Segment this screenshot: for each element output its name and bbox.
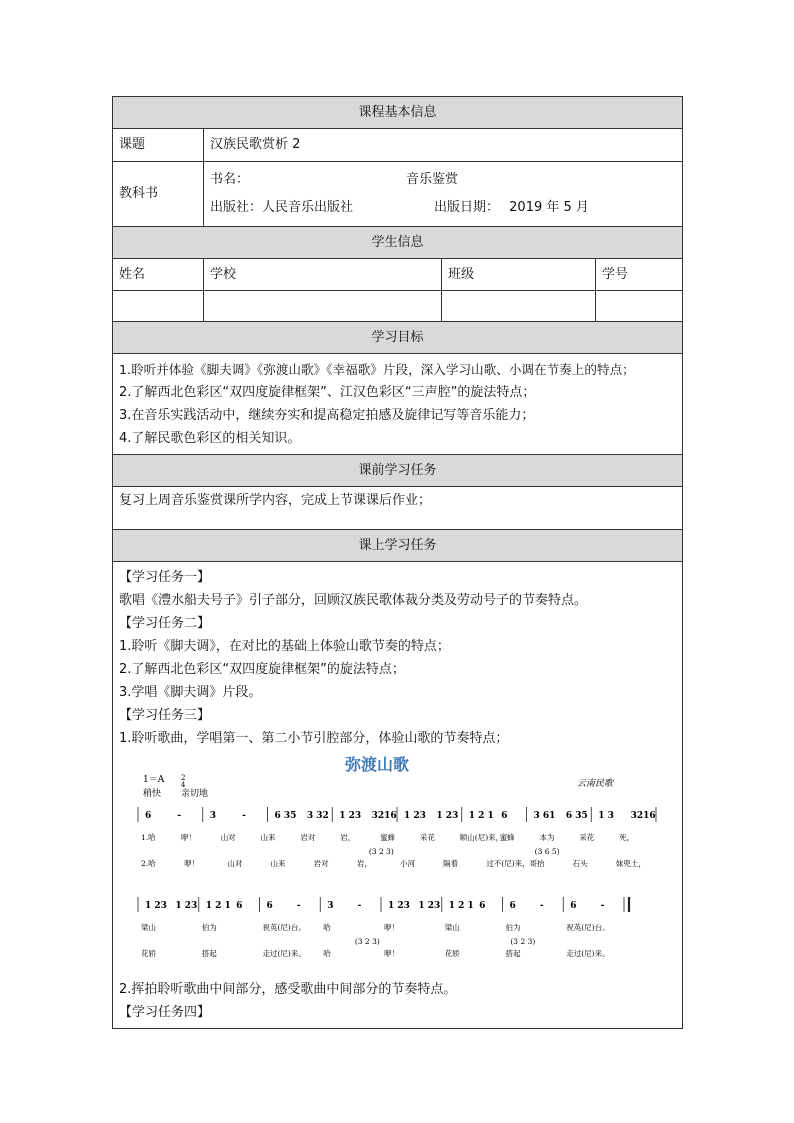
score-note: 6: [479, 901, 486, 911]
lyric-2: 山对: [227, 859, 243, 868]
lyric-2: 2.哈: [141, 859, 156, 868]
task-line: 2.挥拍聆听歌曲中间部分，感受歌曲中间部分的节奏特点。: [119, 982, 457, 997]
name-field[interactable]: [113, 291, 204, 322]
score-note: -: [242, 811, 246, 821]
textbook-label: 教科书: [113, 162, 204, 227]
score-note: 3 32: [306, 811, 329, 821]
class-field[interactable]: [442, 291, 596, 322]
lyric-2: 石头: [572, 859, 588, 868]
alt-notes: (3 2 3): [368, 847, 394, 856]
meter-bottom: 4: [181, 781, 186, 789]
school-label: 学校: [204, 259, 442, 291]
score-note: 1 23: [404, 811, 426, 821]
score-note: 6: [145, 811, 152, 821]
lyric-2: 山来: [270, 859, 286, 868]
score-note: 1 3: [598, 811, 614, 821]
lyric-2: 哈: [323, 949, 331, 958]
lyric-2: 走过(尼)来。: [566, 949, 610, 958]
music-score: [119, 750, 676, 978]
lyric-2: 搭起: [201, 949, 217, 958]
score-note: 1 2 1: [205, 901, 231, 911]
lyric-2: 隔着: [443, 859, 459, 868]
pre-class-task: 复习上周音乐鉴赏课所学内容，完成上节课课后作业；: [113, 487, 683, 530]
lyric-1: 伯为: [505, 923, 521, 932]
score-note: 1 2 1: [468, 811, 494, 821]
book-name-value: 音乐鉴赏: [406, 172, 459, 187]
score-note: 1 23: [418, 901, 441, 911]
class-label: 班级: [442, 259, 596, 291]
score-note: 6: [509, 901, 516, 911]
objectives-list: [113, 354, 683, 455]
objective-item: 3.在音乐实践活动中，继续夯实和提高稳定拍感及旋律记写等音乐能力；: [119, 408, 535, 423]
publisher: 出版社：人民音乐出版社: [210, 200, 354, 215]
lyric-1: 岩对: [300, 833, 316, 842]
lyric-1: 蜜蜂: [499, 833, 515, 842]
lyric-1: 岩，: [340, 833, 356, 842]
pre-class-header: 课前学习任务: [113, 455, 683, 487]
task-line: 1.聆听歌曲，学唱第一、第二小节引腔部分，体验山歌的节奏特点；: [119, 731, 509, 746]
student-info-header: 学生信息: [113, 227, 683, 259]
lyric-2: 搭起: [505, 949, 521, 958]
score-note: 3216: [371, 811, 397, 821]
lesson-plan-table: [112, 96, 683, 1029]
lyric-1: 蜜蜂: [380, 833, 396, 842]
score-key: 1＝A: [143, 775, 165, 785]
score-note: 1 23: [339, 811, 362, 821]
alt-notes: (3 2 3): [354, 937, 380, 946]
objective-item: 2.了解西北色彩区“双四度旋律框架”、江汉色彩区“三声腔”的旋法特点；: [119, 385, 536, 400]
topic-value: 汉族民歌赏析 2: [204, 129, 683, 162]
score-expression: 亲切地: [181, 789, 209, 799]
score-note: -: [357, 901, 362, 911]
in-class-header: 课上学习任务: [113, 530, 683, 562]
lyric-2: 花轿: [444, 949, 460, 958]
lyric-1: 梁山: [141, 923, 156, 932]
score-note: 3 61: [533, 811, 556, 821]
alt-notes: (3 6 5): [534, 847, 560, 856]
in-class-tasks: [113, 562, 683, 1029]
student-id-label: 学号: [596, 259, 683, 291]
lyric-1: 祝英(尼)台。: [566, 923, 610, 932]
score-note: 6 35: [274, 811, 297, 821]
lyric-1: 采花: [579, 833, 595, 842]
score-note: -: [539, 901, 544, 911]
lyric-1: 本为: [539, 833, 555, 842]
score-tempo: 稍快: [143, 789, 162, 799]
score-note: 1 2 1: [448, 901, 474, 911]
lyric-1: 咿！: [384, 923, 399, 932]
score-note: 3: [209, 811, 217, 821]
score-origin: 云南民歌: [577, 779, 614, 789]
task-heading: 【学习任务二】: [119, 616, 211, 631]
lyric-1: 哈: [323, 923, 331, 932]
lyric-2: 花轿: [141, 949, 156, 958]
lyric-1: 伯为: [201, 923, 217, 932]
lyric-1: 梁山: [444, 923, 460, 932]
score-note: 6: [501, 811, 508, 821]
task-line: 3.学唱《脚夫调》片段。: [119, 685, 262, 700]
course-info-header: 课程基本信息: [113, 97, 683, 129]
lyric-2: 咿！: [384, 949, 399, 958]
lyric-2: 过不(尼)来，: [486, 859, 530, 868]
task-line: 2.了解西北色彩区“双四度旋律框架”的旋法特点；: [119, 662, 405, 677]
score-note: -: [296, 901, 301, 911]
objective-item: 4.了解民歌色彩区的相关知识。: [119, 431, 301, 446]
lyric-1: 1.哈: [141, 833, 156, 842]
score-note: 3: [327, 901, 334, 911]
score-note: 1 23: [436, 811, 459, 821]
score-note: 6 35: [565, 811, 588, 821]
score-note: 3216: [630, 811, 656, 821]
score-note: 6: [236, 901, 243, 911]
task-line: 1.聆听《脚夫调》，在对比的基础上体验山歌节奏的特点；: [119, 639, 450, 654]
lyric-1: 山对: [220, 833, 236, 842]
topic-label: 课题: [113, 129, 204, 162]
score-note: 6: [266, 901, 273, 911]
task-heading: 【学习任务三】: [119, 708, 211, 723]
book-name-label: 书名：: [210, 172, 250, 187]
lyric-1: 死，: [619, 833, 635, 842]
name-label: 姓名: [113, 259, 204, 291]
school-field[interactable]: [204, 291, 442, 322]
score-note: 1 23: [175, 901, 198, 911]
lyric-2: 岩对: [313, 859, 329, 868]
score-note: 1 23: [145, 901, 167, 911]
lyric-2: 小河: [400, 859, 415, 868]
alt-notes: (3 2 3): [510, 937, 536, 946]
lyric-2: 咿！: [184, 859, 200, 868]
score-note: 6: [570, 901, 577, 911]
objective-item: 1.聆听并体验《脚夫调》《弥渡山歌》《幸福歌》片段，深入学习山歌、小调在节奏上的特点；: [119, 362, 635, 377]
objectives-header: 学习目标: [113, 322, 683, 354]
textbook-details: [204, 162, 683, 227]
lyric-2: 走过(尼)来。: [262, 949, 306, 958]
lyric-1: 祝英(尼)台。: [262, 923, 306, 932]
lyric-1: 山来: [260, 833, 276, 842]
score-note: -: [177, 811, 182, 821]
score-notation: [119, 750, 675, 978]
student-id-field[interactable]: [596, 291, 683, 322]
meter-top: 2: [181, 774, 186, 782]
task-heading: 【学习任务四】: [119, 1005, 211, 1020]
pub-date-value: 2019 年 5 月: [509, 200, 589, 215]
task-line: 歌唱《澧水船夫号子》引子部分，回顾汉族民歌体裁分类及劳动号子的节奏特点。: [119, 593, 588, 608]
lyric-2: 哥抬: [529, 859, 545, 868]
lyric-1: 顺山(尼)来，: [459, 833, 504, 842]
lyric-2: 岩，: [356, 859, 372, 868]
pub-date-label: 出版日期：: [434, 200, 500, 215]
lyric-1: 采花: [419, 833, 435, 842]
score-note: -: [600, 901, 605, 911]
lyric-1: 咿！: [180, 833, 196, 842]
score-note: 1 23: [388, 901, 410, 911]
lyric-2: 妹兜土，: [615, 859, 646, 868]
task-heading: 【学习任务一】: [119, 570, 211, 585]
score-title: 弥渡山歌: [345, 755, 410, 774]
